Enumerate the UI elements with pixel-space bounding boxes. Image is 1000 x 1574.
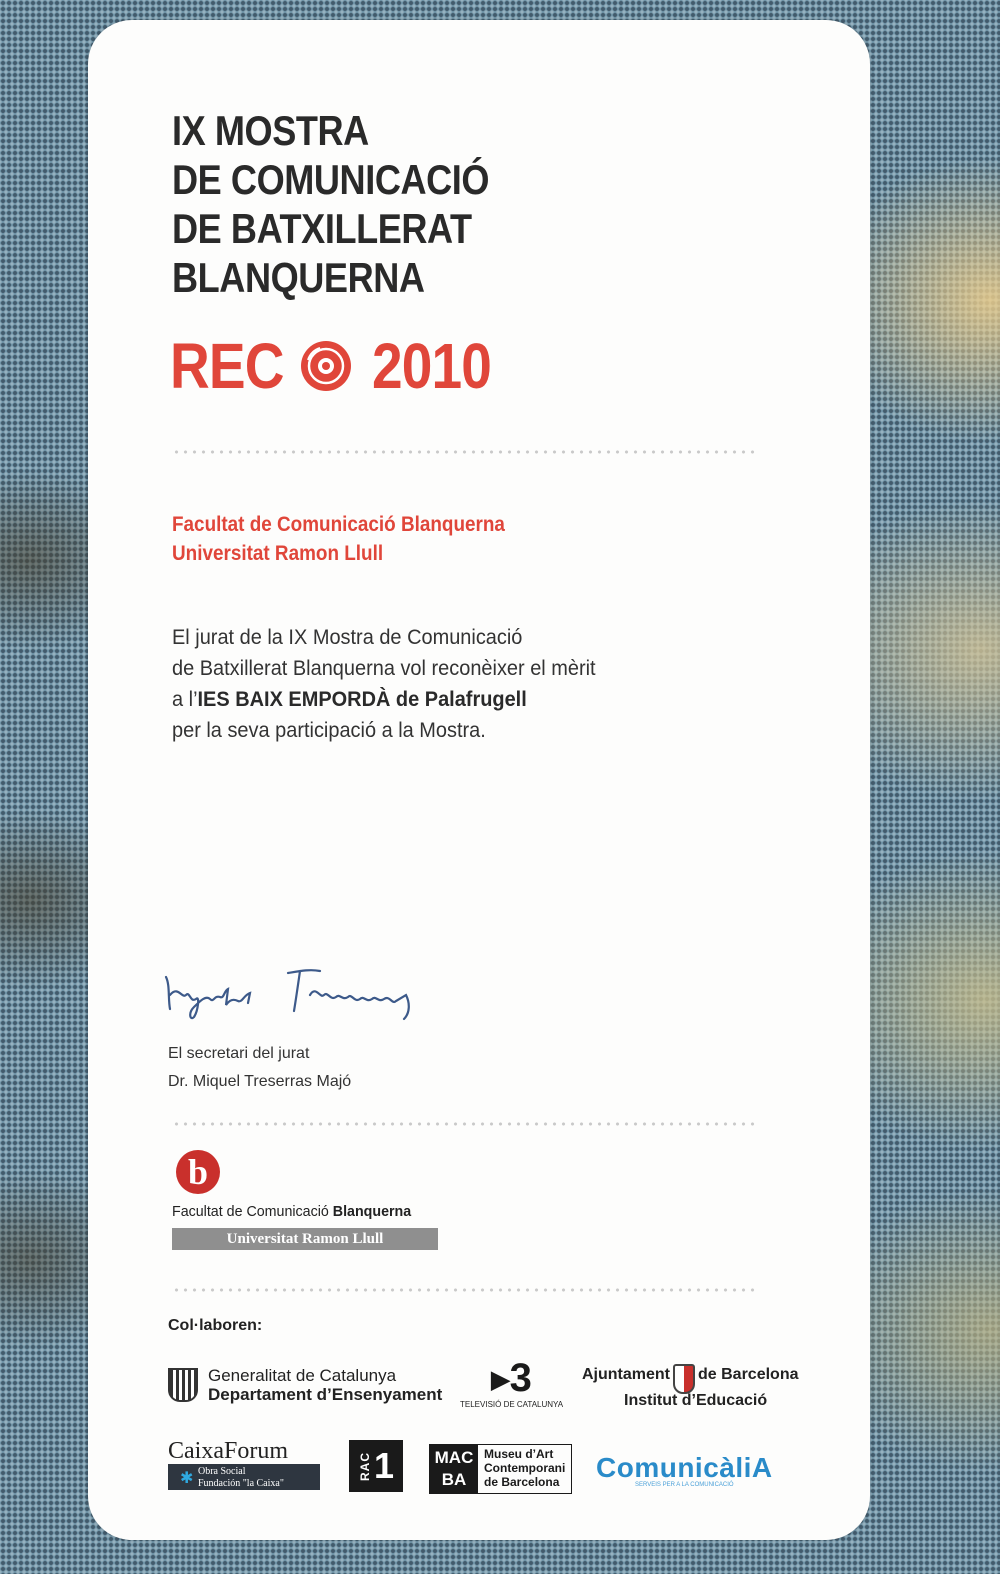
dotted-divider [172,1122,758,1126]
awardee-name: IES BAIX EMPORDÀ de Palafrugell [197,688,527,711]
caixaforum-line-2: Fundación "la Caixa" [198,1478,284,1489]
macba-logo [429,1444,572,1494]
institut-educacio: Institut d’Educació [624,1392,768,1409]
rec-2010-heading [170,332,510,400]
body-line-1: El jurat de la IX Mostra de Comunicació [172,626,523,649]
secretary-role: El secretari del jurat [168,1045,310,1062]
tv3-number: 3 [509,1356,532,1400]
blanquerna-logo-regular: Facultat de Comunicació [172,1203,333,1220]
rac1-logo [349,1440,403,1492]
gencat-shield-icon [168,1368,198,1402]
caixaforum-name: CaixaForum [168,1438,288,1464]
faculty-name: Facultat de Comunicació Blanquerna [172,513,505,536]
university-bar: Universitat Ramon Llull [172,1228,438,1250]
blanquerna-b-icon: b [176,1150,220,1194]
tv3-subtitle: TELEVISIÓ DE CATALUNYA [460,1400,564,1410]
macba-line-2: Contemporani [484,1461,566,1475]
caixa-star-icon: ✱ [180,1470,194,1487]
dotted-divider [172,1288,758,1292]
title-line-1: IX MOSTRA [172,107,369,154]
secretary-block [168,1040,351,1096]
macba-mark-1: MAC [434,1448,474,1467]
gencat-name: Generalitat de Catalunya [208,1366,397,1385]
macba-line-3: de Barcelona [484,1475,560,1489]
blanquerna-logo [172,1150,438,1250]
dotted-divider [172,450,758,454]
caixaforum-line-1: Obra Social [198,1466,246,1477]
comunicalia-tagline: SERVEIS PER A LA COMUNICACIÓ [635,1482,734,1488]
faculty-heading [172,510,505,568]
handwritten-signature [160,955,450,1025]
caixaforum-logo [168,1438,320,1490]
event-title [172,106,489,302]
body-line-4: per la seva participació a la Mostra. [172,719,486,742]
tv3-triangle-icon: ▶ [491,1366,510,1394]
body-line-3-prefix: a l’ [172,688,198,711]
recognition-text [172,622,596,746]
ajuntament-left: Ajuntament [582,1366,670,1383]
rec-label: REC [170,330,284,402]
title-line-4: BLANQUERNA [172,254,425,301]
macba-line-1: Museu d’Art [484,1447,554,1461]
secretary-name: Dr. Miquel Treserras Majó [168,1073,352,1090]
diploma-card [88,20,870,1540]
gencat-logo [168,1366,442,1404]
comunicalia-name: ComunicàliA [596,1452,773,1483]
comunicalia-logo [596,1452,773,1488]
tv3-logo [460,1358,563,1409]
rac1-letters: RAC [357,1451,372,1481]
disc-record-icon [300,340,352,392]
collaborators-label: Col·laboren: [168,1317,263,1334]
university-name: Universitat Ramon Llull [172,542,384,565]
title-line-3: DE BATXILLERAT [172,205,472,252]
gencat-department: Departament d’Ensenyament [208,1385,443,1404]
title-line-2: DE COMUNICACIÓ [172,156,490,203]
body-line-2: de Batxillerat Blanquerna vol reconèixer el mèrit [172,657,596,680]
blanquerna-logo-name [172,1203,425,1220]
blanquerna-logo-bold: Blanquerna [332,1203,412,1220]
body-line-3 [172,684,596,715]
rac1-number: 1 [373,1445,395,1486]
macba-mark-2: BA [441,1470,467,1489]
year-label: 2010 [372,330,492,402]
ajuntament-right: de Barcelona [698,1366,799,1383]
